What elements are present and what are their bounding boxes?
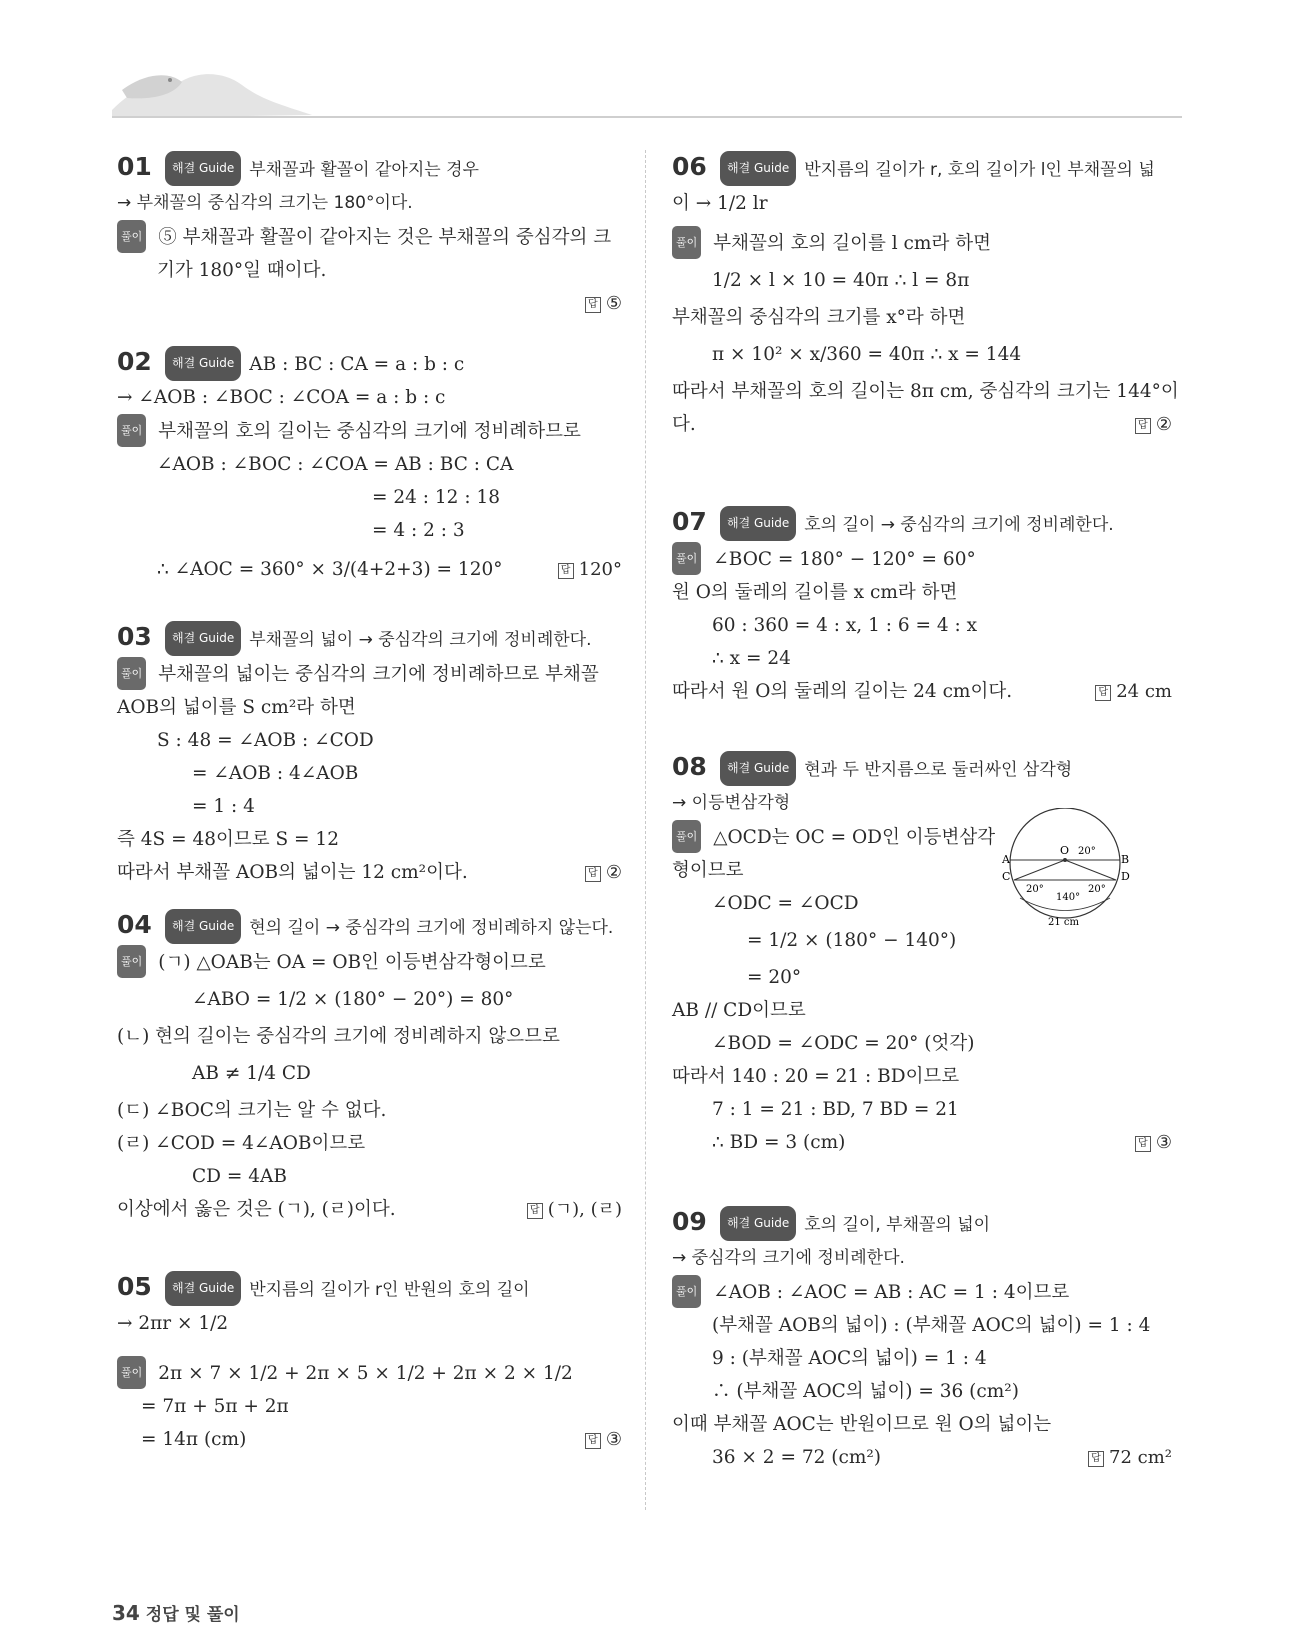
length-label: 21 cm — [1048, 917, 1079, 928]
answer-badge: 답 — [1135, 418, 1151, 434]
answer-badge: 답 — [1088, 1451, 1104, 1467]
label-O: O — [1060, 844, 1070, 857]
solution-line: = 7π + 5π + 2π — [141, 1396, 289, 1417]
solution-line: 부채꼴의 호의 길이는 중심각의 크기에 정비례하므로 — [158, 421, 581, 442]
solution-line: ∠ABO = 1/2 × (180° − 20°) = 80° — [192, 989, 514, 1010]
answer-badge: 답 — [527, 1203, 543, 1219]
angle-label: 20° — [1088, 884, 1106, 895]
solution-line: 부채꼴의 넓이는 중심각의 크기에 정비례하므로 부채꼴 — [158, 664, 599, 685]
solution-line: AB // CD이므로 — [672, 1000, 806, 1021]
problem-number: 03 — [117, 622, 152, 651]
solution-line: 부채꼴의 중심각의 크기를 x°라 하면 — [672, 307, 966, 328]
solution-line: (ㄴ) 현의 길이는 중심각의 크기에 정비례하지 않으므로 — [117, 1026, 560, 1047]
problem-03 — [117, 620, 622, 908]
solution-line: 원 O의 둘레의 길이를 x cm라 하면 — [672, 582, 958, 603]
problem-04 — [117, 908, 622, 1270]
solution-line: 36 × 2 = 72 (cm²) — [712, 1447, 882, 1468]
problem-06 — [672, 150, 1179, 505]
guide-text: 부채꼴과 활꼴이 같아지는 경우 — [249, 160, 479, 180]
solution-line: CD = 4AB — [192, 1166, 287, 1187]
problem-number: 04 — [117, 910, 152, 939]
guide-text: 반지름의 길이가 r인 반원의 호의 길이 — [249, 1280, 530, 1300]
solution-line: ∠BOC = 180° − 120° = 60° — [713, 549, 976, 570]
solution-line: = ∠AOB : 4∠AOB — [192, 763, 359, 784]
answer-badge: 답 — [558, 563, 574, 579]
solution-line: 이상에서 옳은 것은 (ㄱ), (ㄹ)이다. — [117, 1199, 396, 1220]
solution-line: △OCD는 OC = OD인 이등변삼각 — [713, 827, 996, 848]
header-rule — [112, 116, 1182, 118]
solution-line: = 4 : 2 : 3 — [372, 520, 465, 541]
solution-line: 즉 4S = 48이므로 S = 12 — [117, 829, 339, 850]
solution-line: π × 10² × x/360 = 40π ∴ x = 144 — [712, 344, 1022, 365]
solution-line: 따라서 부채꼴의 호의 길이는 8π cm, 중심각의 크기는 144°이 — [672, 381, 1179, 402]
guide-text: 현의 길이 → 중심각의 크기에 정비례하지 않는다. — [249, 918, 614, 938]
answer: 답 ⑤ — [585, 287, 622, 320]
problem-number: 02 — [117, 347, 152, 376]
solution-line: 7 : 1 = 21 : BD, 7 BD = 21 — [712, 1099, 959, 1120]
column-divider — [645, 150, 646, 1510]
solution-badge: 풀이 — [672, 820, 701, 853]
solution-line: AB ≠ 1/4 CD — [192, 1063, 311, 1084]
solution-line: 이때 부채꼴 AOC는 반원이므로 원 O의 넓이는 — [672, 1414, 1052, 1435]
problem-number: 08 — [672, 752, 707, 781]
solution-line: = 20° — [747, 967, 802, 988]
solution-line: ∴ ∠AOC = 360° × 3/(4+2+3) = 120° — [157, 559, 503, 580]
problem-number: 06 — [672, 152, 707, 181]
answer-badge: 답 — [1135, 1136, 1151, 1152]
page-footer — [112, 1600, 240, 1625]
solution-line: ∴ (부채꼴 AOC의 넓이) = 36 (cm²) — [712, 1381, 1019, 1402]
guide-text: AB : BC : CA = a : b : c — [249, 354, 465, 375]
solution-line: (ㄷ) ∠BOC의 크기는 알 수 없다. — [117, 1100, 387, 1121]
guide-badge: 해결 Guide — [165, 621, 241, 656]
answer: 답 72 cm² — [1088, 1441, 1172, 1474]
solution-line: (부채꼴 AOB의 넓이) : (부채꼴 AOC의 넓이) = 1 : 4 — [712, 1315, 1151, 1336]
guide-badge: 해결 Guide — [165, 909, 241, 944]
label-D: D — [1121, 870, 1130, 883]
solution-line: ∴ x = 24 — [712, 648, 791, 669]
header-decoration — [112, 60, 1182, 120]
guide-text: 이 → 1/2 lr — [672, 193, 768, 214]
solution-line: 9 : (부채꼴 AOC의 넓이) = 1 : 4 — [712, 1348, 987, 1369]
answer-badge: 답 — [585, 1433, 601, 1449]
solution-line: = 14π (cm) — [141, 1429, 247, 1450]
guide-text: 현과 두 반지름으로 둘러싸인 삼각형 — [804, 760, 1073, 780]
solution-line: ∠AOB : ∠AOC = AB : AC = 1 : 4이므로 — [713, 1282, 1070, 1303]
problem-05 — [117, 1270, 622, 1456]
solution-badge: 풀이 — [117, 945, 146, 978]
guide-badge: 해결 Guide — [720, 151, 796, 186]
solution-line: ⑤ 부채꼴과 활꼴이 같아지는 것은 부채꼴의 중심각의 크 — [158, 227, 612, 248]
solution-badge: 풀이 — [117, 657, 146, 690]
label-A: A — [1002, 853, 1010, 866]
guide-badge: 해결 Guide — [165, 1271, 241, 1306]
answer-badge: 답 — [585, 866, 601, 882]
angle-label: 20° — [1078, 846, 1096, 857]
solution-line: S : 48 = ∠AOB : ∠COD — [157, 730, 374, 751]
answer: 답 ② — [1135, 408, 1172, 441]
guide-text: 호의 길이 → 중심각의 크기에 정비례한다. — [804, 515, 1114, 535]
answer: 답 120° — [558, 553, 622, 586]
solution-badge: 풀이 — [672, 542, 701, 575]
guide-badge: 해결 Guide — [165, 346, 241, 381]
guide-text: → 부채꼴의 중심각의 크기는 180°이다. — [117, 193, 413, 213]
solution-line: 형이므로 — [672, 860, 744, 881]
solution-line: 60 : 360 = 4 : x, 1 : 6 = 4 : x — [712, 615, 978, 636]
solution-line: 따라서 부채꼴 AOB의 넓이는 12 cm²이다. — [117, 862, 468, 883]
solution-badge: 풀이 — [117, 414, 146, 447]
solution-badge: 풀이 — [672, 1275, 701, 1308]
guide-badge: 해결 Guide — [720, 1206, 796, 1241]
solution-line: 2π × 7 × 1/2 + 2π × 5 × 1/2 + 2π × 2 × 1/2 — [158, 1363, 573, 1384]
footer-label: 정답 및 풀이 — [145, 1605, 240, 1625]
problem-01 — [117, 150, 622, 345]
guide-text: → 중심각의 크기에 정비례한다. — [672, 1248, 905, 1268]
guide-badge: 해결 Guide — [165, 151, 241, 186]
answer: 답 24 cm — [1095, 675, 1172, 708]
problem-number: 09 — [672, 1207, 707, 1236]
solution-line: 기가 180°일 때이다. — [157, 260, 327, 281]
guide-text: 반지름의 길이가 r, 호의 길이가 l인 부채꼴의 넓 — [804, 160, 1155, 180]
angle-label: 140° — [1056, 892, 1081, 903]
solution-line: ∠ODC = ∠OCD — [712, 893, 859, 914]
problem-07 — [672, 505, 1172, 750]
answer: 답 (ㄱ), (ㄹ) — [527, 1193, 622, 1226]
solution-line: (ㄹ) ∠COD = 4∠AOB이므로 — [117, 1133, 366, 1154]
guide-text: → 2πr × 1/2 — [117, 1313, 229, 1334]
solution-line: = 1/2 × (180° − 140°) — [747, 930, 957, 951]
answer: 답 ② — [585, 856, 622, 889]
solution-line: (ㄱ) △OAB는 OA = OB인 이등변삼각형이므로 — [158, 952, 546, 973]
solution-line: = 1 : 4 — [192, 796, 255, 817]
guide-badge: 해결 Guide — [720, 506, 796, 541]
solution-line: ∠AOB : ∠BOC : ∠COA = AB : BC : CA — [157, 454, 514, 475]
problem-number: 07 — [672, 507, 707, 536]
problem-09 — [672, 1205, 1172, 1474]
solution-line: ∴ BD = 3 (cm) — [712, 1132, 846, 1153]
solution-line: AOB의 넓이를 S cm²라 하면 — [117, 697, 356, 718]
guide-text: → ∠AOB : ∠BOC : ∠COA = a : b : c — [117, 387, 446, 408]
problem-02 — [117, 345, 622, 620]
answer: 답 ③ — [585, 1423, 622, 1456]
solution-line: = 24 : 12 : 18 — [372, 487, 500, 508]
answer-badge: 답 — [585, 297, 601, 313]
solution-line: 다. — [672, 414, 696, 435]
answer: 답 ③ — [1135, 1126, 1172, 1159]
answer-badge: 답 — [1095, 685, 1111, 701]
label-C: C — [1002, 870, 1011, 883]
guide-badge: 해결 Guide — [720, 751, 796, 786]
solution-line: ∠BOD = ∠ODC = 20° (엇각) — [712, 1033, 975, 1054]
angle-label: 20° — [1026, 884, 1044, 895]
solution-badge: 풀이 — [117, 220, 146, 253]
solution-line: 따라서 140 : 20 = 21 : BD이므로 — [672, 1066, 960, 1087]
problem-number: 05 — [117, 1272, 152, 1301]
left-column — [117, 150, 622, 1456]
solution-badge: 풀이 — [117, 1356, 146, 1389]
solution-line: 부채꼴의 호의 길이를 l cm라 하면 — [713, 233, 991, 254]
solution-line: 1/2 × l × 10 = 40π ∴ l = 8π — [712, 270, 970, 291]
solution-badge: 풀이 — [672, 226, 701, 259]
problem-number: 01 — [117, 152, 152, 181]
guide-text: 호의 길이, 부채꼴의 넓이 — [804, 1215, 991, 1235]
guide-text: → 이등변삼각형 — [672, 793, 791, 813]
label-B: B — [1121, 853, 1130, 866]
circle-diagram — [1000, 808, 1130, 938]
solution-line: 따라서 원 O의 둘레의 길이는 24 cm이다. — [672, 681, 1013, 702]
page-number: 34 — [112, 1601, 140, 1625]
guide-text: 부채꼴의 넓이 → 중심각의 크기에 정비례한다. — [249, 630, 592, 650]
